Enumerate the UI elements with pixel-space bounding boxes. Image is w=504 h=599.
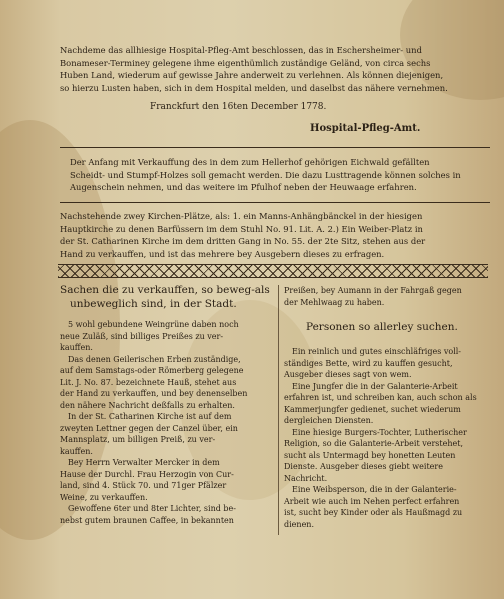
text-line: Religion, so die Galanterie-Arbeit verstehet, [284,439,463,448]
text-line: Nachricht. [284,473,328,483]
text-line: Hauptkirche zu denen Barfüssern im dem Stuhl No. 91. Lit. A. 2.) Ein Weiber-Platz in [60,223,423,234]
text-line: der Mehlwaag zu haben. [284,297,385,307]
text-line: Scheidt- und Stumpf-Holzes soll gemacht werden. Die dazu Lusttragende können solches in [70,169,461,180]
text-line: den nähere Nachricht deßfalls zu erhalten. [60,400,235,410]
text-line: Bey Herrn Verwalter Mercker in dem [68,458,220,467]
section-heading: Personen so allerley suchen. [306,321,458,333]
text-line: kauffen. [60,343,93,352]
text-line: kauffen. [60,446,93,456]
ornamental-divider [58,264,488,278]
notice-signature: Hospital-Pfleg-Amt. [310,123,421,134]
text-line: ist, sucht bey Kinder oder als Haußmagd zu [284,508,463,517]
text-line: Bonameser-Terminey gelegene ihme eigenthümlich zuständige Geländ, von circa sechs [60,57,431,68]
text-line: auf dem Samstags-oder Römerberg gelegene [60,366,244,375]
text-line: Dienste. Ausgeber dieses giebt weitere [284,462,443,471]
divider [60,147,490,148]
left-column [60,283,274,526]
text-line: Ausgeber dieses sagt von wem. [284,370,412,379]
text-line: Gewoffene 6ter und 8ter Lichter, sind be- [68,504,236,513]
hospital-notice [60,44,488,94]
text-line: Der Anfang mit Verkauffung des in dem zum Hellerhof gehörigen Eichwald gefällten [70,157,430,167]
text-line: nebst gutem braunen Caffee, in bekannten [60,515,234,525]
text-line: neue Zuläß, sind billiges Preißes zu ver- [60,331,224,341]
notice-date: Franckfurt den 16ten December 1778. [150,102,327,112]
text-line: Das denen Geilerischen Erben zuständige, [68,354,241,364]
right-column [284,285,494,530]
text-line: Kammerjungfer gedienet, suchet wiederum [284,404,461,414]
text-line: Mannsplatz, um billigen Preiß, zu ver- [60,435,216,444]
text-line: Ein reinlich und gutes einschläfriges voll- [292,347,462,356]
church-seats-notice [60,210,490,260]
text-line: dergleichen Diensten. [284,416,374,425]
text-line: 5 wohl gebundene Weingrüne daben noch [68,320,239,329]
text-line: land, sind 4. Stück 70. und 71ger Pfälzer [60,481,227,490]
text-line: Arbeit wie auch im Nehen perfect erfahren [284,496,460,506]
wood-sale-notice [70,156,490,194]
section-heading: unbeweglich sind, in der Stadt. [70,298,237,310]
text-line: Weine, zu verkauffen. [60,492,148,502]
text-line: In der St. Catharinen Kirche ist auf dem [68,412,232,421]
text-line: Eine Jungfer die in der Galanterie-Arbeit [292,381,458,391]
section-heading: Sachen die zu verkauffen, so beweg-als [60,284,270,296]
text-line: so hierzu Lusten haben, sich in dem Hospital melden, und daselbst das nähere vernehmen. [60,82,448,93]
text-line: zweyten Lettner gegen der Canzel über, ein [60,423,238,433]
text-line: Eine Weibsperson, die in der Galanterie- [292,485,457,494]
text-line: Lit. J. No. 87. bezeichnete Hauß, stehet aus [60,377,237,387]
text-line: ständiges Bette, wird zu kauffen gesucht, [284,358,453,368]
text-line: Preißen, bey Aumann in der Fahrgaß gegen [284,286,462,295]
text-line: der Hand zu verkauffen, und bey denenselben [60,389,248,398]
column-divider [278,285,279,535]
text-line: dienen. [284,519,314,529]
text-line: der St. Catharinen Kirche im dem dritten Gang in No. 55. der 2te Sitz, stehen aus der [60,236,426,247]
divider [60,202,490,203]
text-line: Nachstehende zwey Kirchen-Plätze, als: 1. ein Manns-Anhängbänckel in der hiesigen [60,211,423,221]
text-line: erfahren ist, und schreiben kan, auch schon als [284,393,477,402]
text-line: Hause der Durchl. Frau Herzogin von Cur- [60,469,234,479]
text-line: Augenschein nehmen, und das weitere im Pfulhof neben der Heuwaage erfahren. [70,182,417,193]
text-line: sucht als Untermagd bey honetten Leuten [284,450,456,460]
text-line: Hand zu verkauffen, und ist das mehrere bey Ausgebern dieses zu erfragen. [60,248,385,259]
text-line: Eine hiesige Burgers-Tochter, Lutherischer [292,427,467,437]
text-line: Nachdeme das allhiesige Hospital-Pfleg-Amt beschlossen, das in Eschersheimer- und [60,45,422,55]
text-line: Huben Land, wiederum auf gewisse Jahre anderweit zu verlehnen. Als können diejenigen, [60,70,444,81]
